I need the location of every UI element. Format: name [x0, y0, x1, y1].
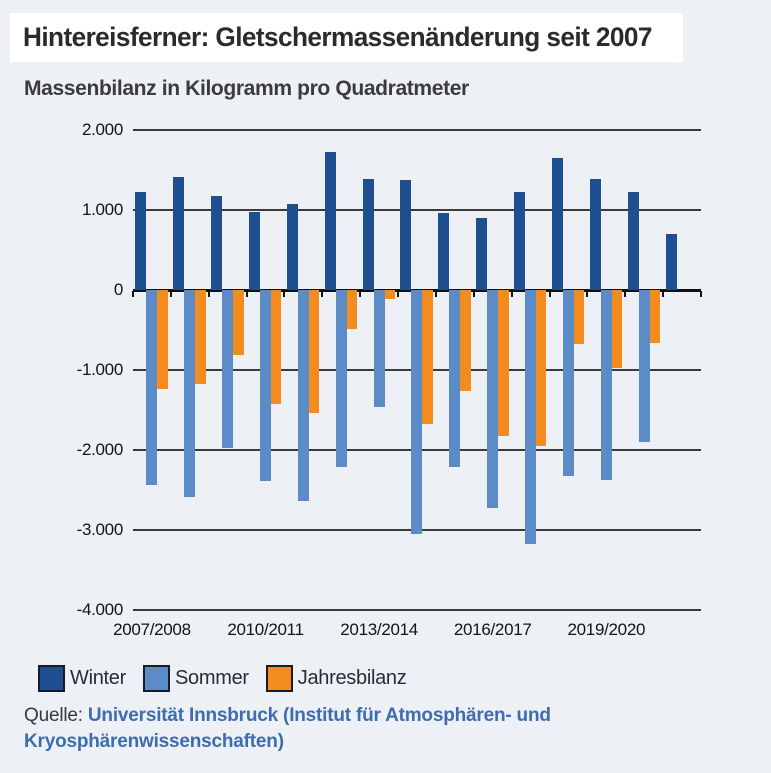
legend-item-winter — [38, 665, 126, 692]
axis-tick — [549, 291, 551, 297]
legend-swatch-sommer — [143, 665, 170, 692]
y-axis-label: 2.000 — [81, 120, 123, 139]
axis-tick — [473, 291, 475, 297]
bar-jahresbilanz-2012/2013[interactable] — [347, 290, 357, 329]
y-axis-label: -3.000 — [76, 520, 123, 539]
bar-sommer-2012/2013[interactable] — [336, 290, 347, 467]
bar-winter-2016/2017[interactable] — [476, 218, 487, 290]
x-axis-label: 2016/2017 — [453, 620, 532, 639]
bar-winter-2014/2015[interactable] — [400, 180, 411, 290]
y-axis-label: -2.000 — [76, 440, 123, 459]
axis-tick — [132, 291, 134, 297]
source-link[interactable]: Universität Innsbruck (Institut für Atmosphären- und Kryosphärenwissenschaften) — [24, 705, 551, 752]
axis-tick — [170, 291, 172, 297]
legend-swatch-winter — [38, 665, 65, 692]
x-axis-label: 2019/2020 — [567, 620, 646, 639]
bar-jahresbilanz-2020/2021[interactable] — [650, 290, 660, 343]
legend-item-jahresbilanz — [266, 665, 407, 692]
bar-winter-2008/2009[interactable] — [173, 177, 184, 290]
bar-sommer-2010/2011[interactable] — [260, 290, 271, 481]
bar-winter-2010/2011[interactable] — [249, 212, 260, 290]
bar-sommer-2017/2018[interactable] — [525, 290, 536, 544]
bar-winter-2009/2010[interactable] — [211, 196, 222, 290]
bar-sommer-2007/2008[interactable] — [146, 290, 157, 485]
chart-title-box — [10, 13, 683, 62]
axis-tick — [246, 291, 248, 297]
bar-winter-2015/2016[interactable] — [438, 213, 449, 290]
bar-sommer-2020/2021[interactable] — [639, 290, 650, 442]
axis-tick — [397, 291, 399, 297]
legend-item-sommer — [143, 665, 249, 692]
source-note — [24, 703, 714, 755]
axis-tick — [700, 291, 702, 297]
bar-winter-2017/2018[interactable] — [514, 192, 525, 290]
axis-tick — [359, 291, 361, 297]
bar-jahresbilanz-2010/2011[interactable] — [271, 290, 281, 404]
x-axis-label: 2010/2011 — [227, 620, 304, 639]
bar-chart — [0, 110, 771, 655]
x-axis-label: 2013/2014 — [340, 620, 418, 639]
legend-label-winter: Winter — [70, 667, 126, 689]
bar-winter-2013/2014[interactable] — [363, 179, 374, 290]
bar-sommer-2014/2015[interactable] — [411, 290, 422, 534]
chart-title: Hintereisferner: Gletschermassenänderung seit 2007 — [23, 22, 652, 52]
bar-winter-2011/2012[interactable] — [287, 204, 298, 290]
x-axis-label: 2007/2008 — [113, 620, 191, 639]
bar-jahresbilanz-2014/2015[interactable] — [422, 290, 432, 424]
y-axis-label: 0 — [113, 280, 123, 299]
axis-tick — [283, 291, 285, 297]
bar-jahresbilanz-2009/2010[interactable] — [233, 290, 243, 355]
bar-jahresbilanz-2017/2018[interactable] — [536, 290, 546, 446]
axis-tick — [662, 291, 664, 297]
y-axis-label: -4.000 — [76, 600, 123, 619]
bar-jahresbilanz-2016/2017[interactable] — [498, 290, 508, 436]
bar-jahresbilanz-2015/2016[interactable] — [460, 290, 470, 391]
bar-jahresbilanz-2019/2020[interactable] — [612, 290, 622, 368]
bar-winter-2019/2020[interactable] — [590, 179, 601, 290]
axis-tick — [624, 291, 626, 297]
gridline — [133, 609, 701, 611]
axis-tick — [511, 291, 513, 297]
bar-sommer-2019/2020[interactable] — [601, 290, 612, 480]
bar-winter-2007/2008[interactable] — [135, 192, 146, 290]
bar-winter-2021/2022[interactable] — [666, 234, 677, 290]
axis-tick — [208, 291, 210, 297]
bar-jahresbilanz-2013/2014[interactable] — [385, 290, 395, 299]
bar-sommer-2015/2016[interactable] — [449, 290, 460, 467]
bar-jahresbilanz-2007/2008[interactable] — [157, 290, 167, 389]
bar-sommer-2008/2009[interactable] — [184, 290, 195, 497]
bar-sommer-2013/2014[interactable] — [374, 290, 385, 407]
source-prefix-label: Quelle: — [24, 705, 83, 726]
axis-tick — [586, 291, 588, 297]
bar-sommer-2011/2012[interactable] — [298, 290, 309, 501]
bar-sommer-2016/2017[interactable] — [487, 290, 498, 508]
bar-sommer-2009/2010[interactable] — [222, 290, 233, 448]
gridline — [133, 129, 701, 131]
axis-tick — [435, 291, 437, 297]
legend-label-sommer: Sommer — [174, 667, 249, 689]
legend-label-jahresbilanz: Jahresbilanz — [297, 667, 407, 689]
axis-tick — [321, 291, 323, 297]
y-axis-label: -1.000 — [76, 360, 123, 379]
bar-winter-2018/2019[interactable] — [552, 158, 563, 290]
bar-winter-2012/2013[interactable] — [325, 152, 336, 290]
legend — [38, 665, 406, 692]
y-axis-label: 1.000 — [81, 200, 123, 219]
bar-jahresbilanz-2008/2009[interactable] — [195, 290, 205, 384]
bar-jahresbilanz-2011/2012[interactable] — [309, 290, 319, 413]
bar-sommer-2018/2019[interactable] — [563, 290, 574, 476]
legend-swatch-jahresbilanz — [266, 665, 293, 692]
bar-jahresbilanz-2018/2019[interactable] — [574, 290, 584, 344]
chart-subtitle: Massenbilanz in Kilogramm pro Quadratmeter — [24, 76, 469, 100]
bar-winter-2020/2021[interactable] — [628, 192, 639, 290]
